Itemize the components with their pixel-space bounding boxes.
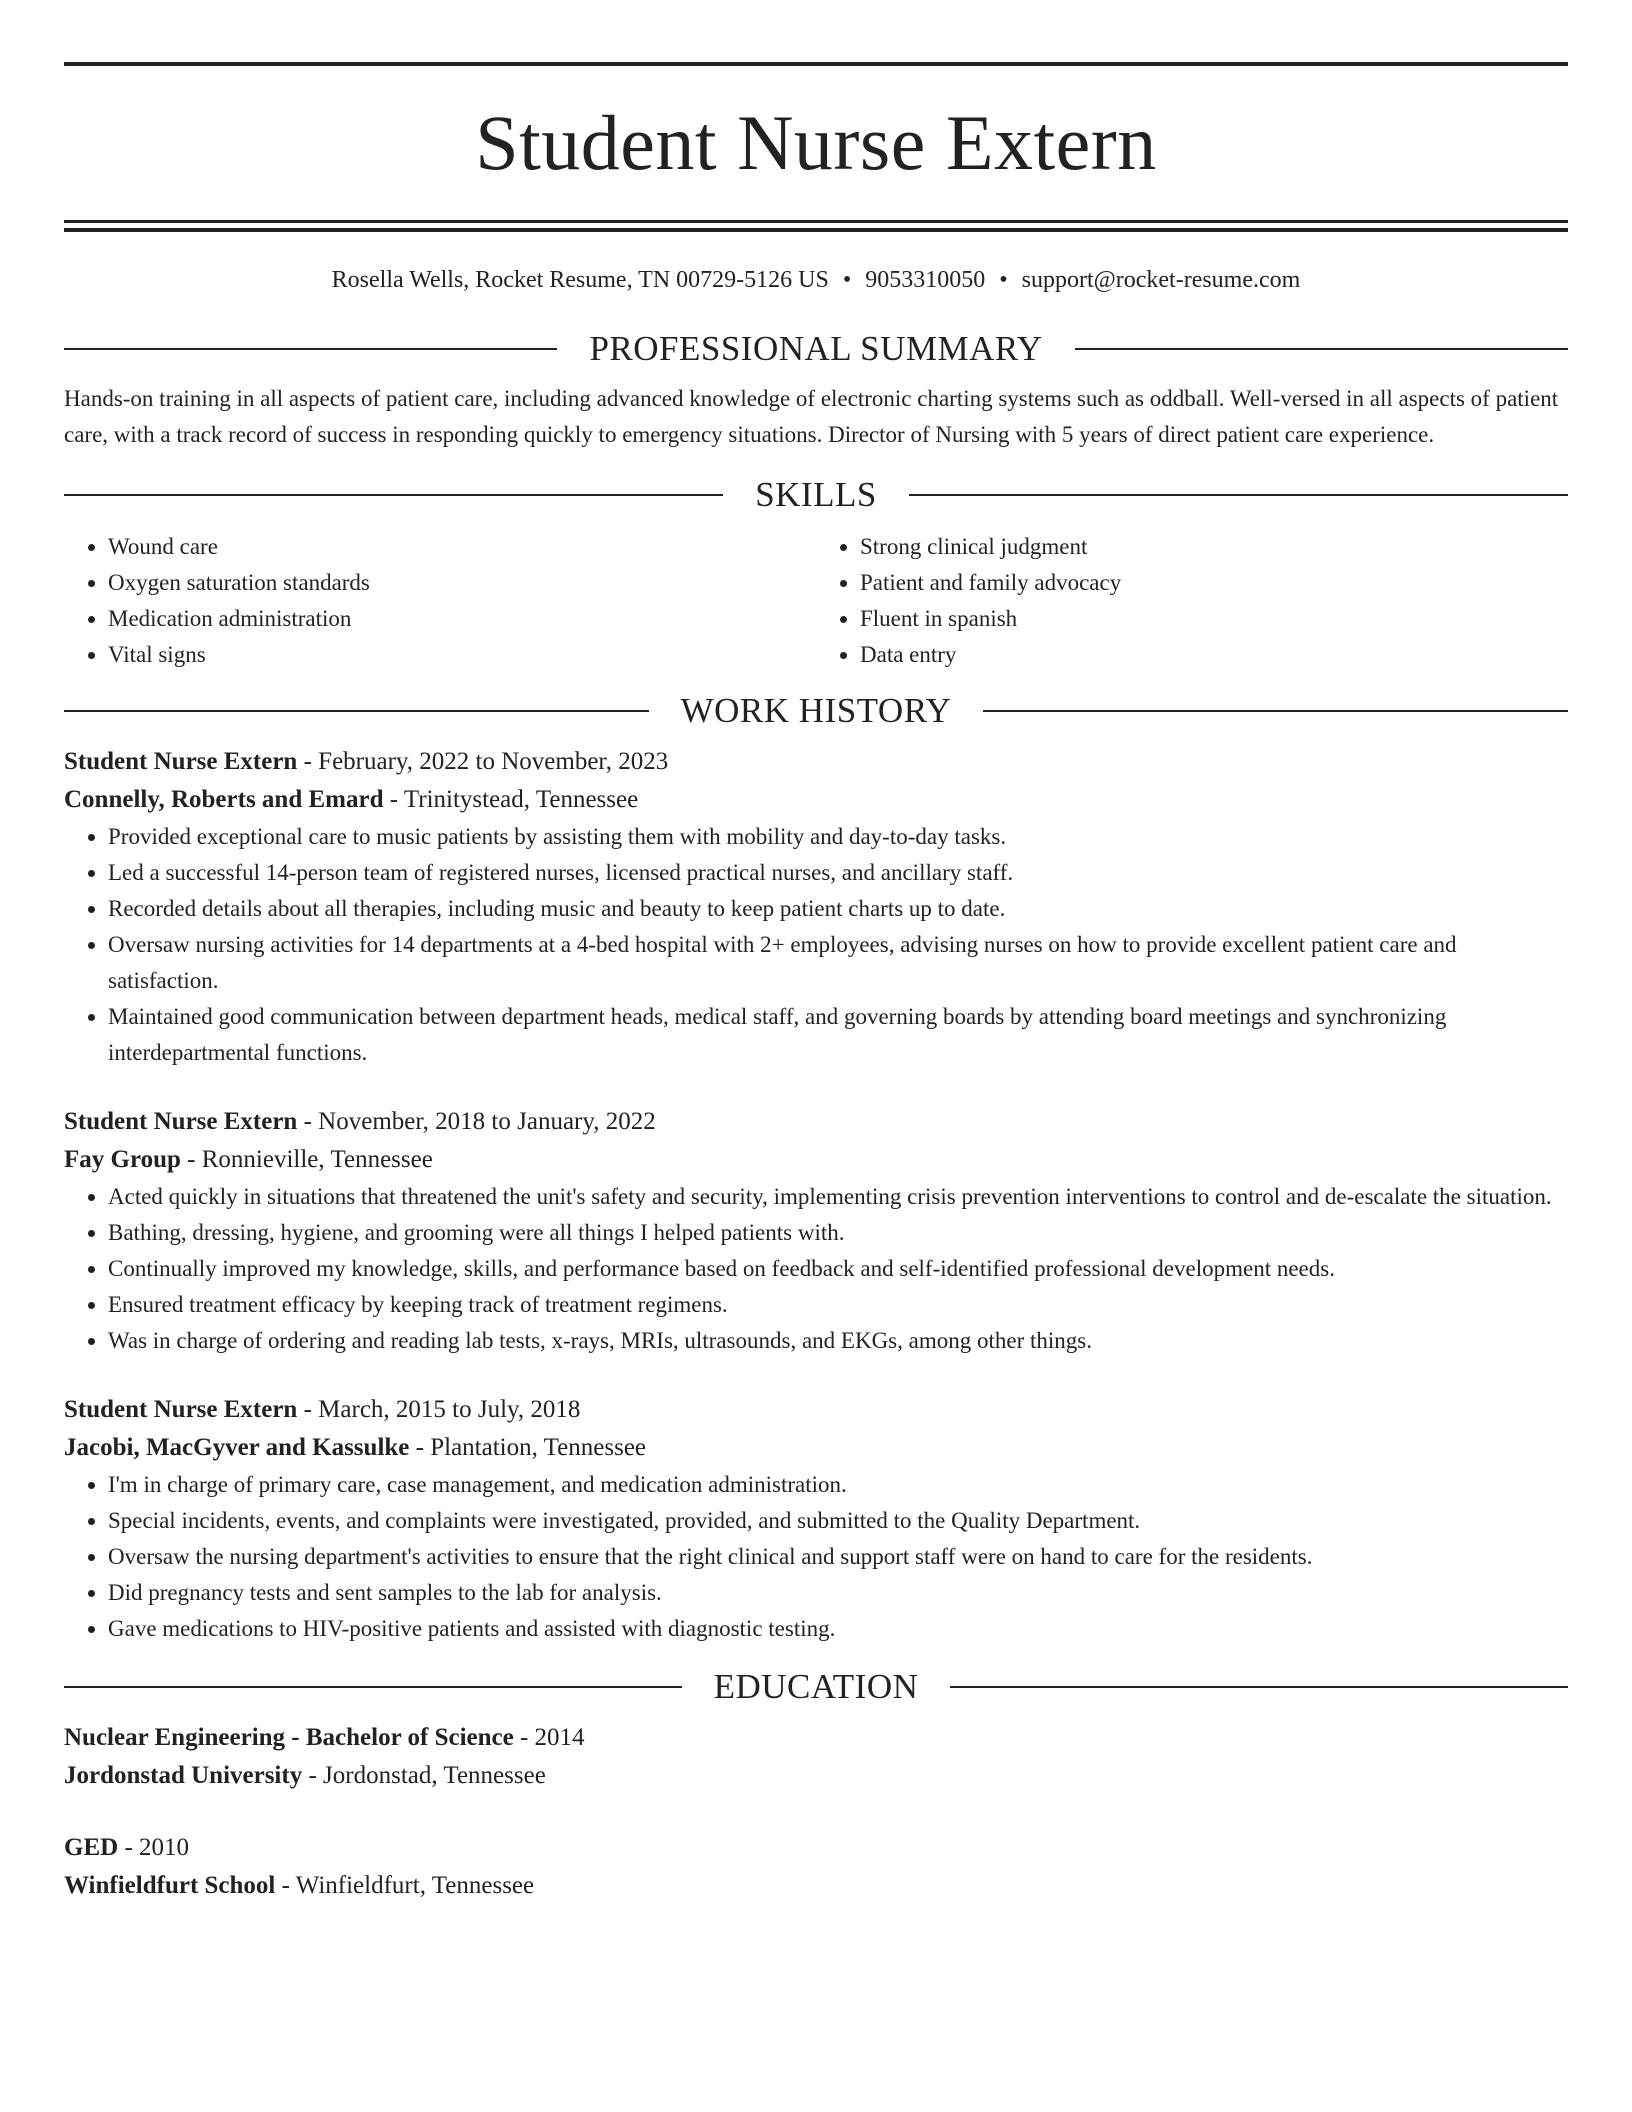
skill-item: • Patient and family advocacy [860, 565, 1568, 601]
education-school: Winfieldfurt School [64, 1872, 276, 1899]
job-company-line [64, 781, 1568, 819]
heading-rule [909, 494, 1568, 496]
job-title: Student Nurse Extern [64, 1108, 298, 1135]
contact-separator: • [999, 267, 1008, 293]
double-rule [64, 220, 1568, 232]
skill-item: • Vital signs [108, 637, 816, 673]
job-bullet: • Led a successful 14-person team of registered nurses, licensed practical nurses, and ancillary staff. [108, 855, 1568, 891]
job-dates: - March, 2015 to July, 2018 [297, 1396, 581, 1423]
work-heading [64, 691, 1568, 731]
education-title: EDUCATION [713, 1667, 919, 1706]
education-year: - 2014 [513, 1724, 585, 1751]
education-location: - Jordonstad, Tennessee [302, 1762, 546, 1789]
job-title: Student Nurse Extern [64, 748, 298, 775]
summary-text: Hands-on training in all aspects of patient care, including advanced knowledge of electronic charting systems such as oddball. Well-versed in all aspects of patient care, with a track record of success in responding quickly to emergency situations. Director of Nursing with 5 years of direct patient care experience. [64, 386, 1559, 447]
job-dates: - November, 2018 to January, 2022 [297, 1108, 656, 1135]
job-bullet: • Oversaw nursing activities for 14 departments at a 4-bed hospital with 2+ employees, advising nurses on how to provide excellent patient care and satisfaction. [108, 927, 1568, 999]
job-title-line [64, 1391, 1568, 1429]
job-bullet: • I'm in charge of primary care, case management, and medication administration. [108, 1467, 1568, 1503]
job-title-line [64, 743, 1568, 781]
heading-rule [950, 1686, 1568, 1688]
job-title-line [64, 1103, 1568, 1141]
job-bullet: • Ensured treatment efficacy by keeping track of treatment regimens. [108, 1287, 1568, 1323]
education-school: Jordonstad University [64, 1762, 303, 1789]
resume-name: Student Nurse Extern [475, 99, 1157, 186]
job-dates: - February, 2022 to November, 2023 [297, 748, 669, 775]
job-bullets [64, 819, 1568, 1071]
contact-email: support@rocket-resume.com [1021, 267, 1301, 293]
education-year: - 2010 [118, 1834, 190, 1861]
education-heading [64, 1667, 1568, 1707]
job-bullet: • Recorded details about all therapies, including music and beauty to keep patient charts up to date. [108, 891, 1568, 927]
job-bullet: • Continually improved my knowledge, skills, and performance based on feedback and self-identified professional development needs. [108, 1251, 1568, 1287]
education-degree: Nuclear Engineering - Bachelor of Science [64, 1724, 514, 1751]
job-bullet: • Acted quickly in situations that threatened the unit's safety and security, implementing crisis prevention interventions to control and de-escalate the situation. [108, 1179, 1568, 1215]
top-rule [64, 62, 1568, 66]
education-school-line [64, 1757, 1568, 1795]
contact-address: Rosella Wells, Rocket Resume, TN 00729-5126 US [331, 267, 829, 293]
job-company-line [64, 1429, 1568, 1467]
skill-item: • Wound care [108, 529, 816, 565]
education-entry [64, 1719, 1568, 1795]
heading-rule [64, 710, 649, 712]
heading-rule [64, 494, 723, 496]
education-degree-line [64, 1719, 1568, 1757]
job-bullets [64, 1467, 1568, 1647]
heading-rule [1075, 348, 1568, 350]
job-location: - Trinitystead, Tennessee [383, 786, 639, 813]
job-bullet: • Special incidents, events, and complaints were investigated, provided, and submitted to the Quality Department. [108, 1503, 1568, 1539]
skills-title: SKILLS [755, 475, 877, 514]
skill-item: • Data entry [860, 637, 1568, 673]
job-bullet: • Gave medications to HIV-positive patients and assisted with diagnostic testing. [108, 1611, 1568, 1647]
education-location: - Winfieldfurt, Tennessee [275, 1872, 535, 1899]
job-entry [64, 1103, 1568, 1359]
job-company: Fay Group [64, 1146, 181, 1173]
skill-item: • Fluent in spanish [860, 601, 1568, 637]
work-title: WORK HISTORY [680, 691, 952, 730]
skills-list [64, 529, 1568, 673]
job-bullet: • Maintained good communication between department heads, medical staff, and governing boards by attending board meetings and synchronizing interdepartmental functions. [108, 999, 1568, 1071]
contact-phone: 9053310050 [865, 267, 986, 293]
contact-line [64, 265, 1568, 295]
heading-rule [983, 710, 1568, 712]
heading-rule [64, 348, 557, 350]
job-location: - Plantation, Tennessee [409, 1434, 647, 1461]
job-location: - Ronnieville, Tennessee [180, 1146, 433, 1173]
job-bullet: • Did pregnancy tests and sent samples to the lab for analysis. [108, 1575, 1568, 1611]
summary-heading [64, 329, 1568, 369]
job-company-line [64, 1141, 1568, 1179]
job-bullets [64, 1179, 1568, 1359]
skills-heading [64, 475, 1568, 515]
skills-column-right [816, 529, 1568, 673]
skill-item: • Medication administration [108, 601, 816, 637]
job-company: Connelly, Roberts and Emard [64, 786, 384, 813]
job-entry [64, 743, 1568, 1071]
job-bullet: • Oversaw the nursing department's activities to ensure that the right clinical and support staff were on hand to care for the residents. [108, 1539, 1568, 1575]
job-bullet: • Bathing, dressing, hygiene, and grooming were all things I helped patients with. [108, 1215, 1568, 1251]
contact-separator: • [842, 267, 852, 293]
education-entry [64, 1829, 1568, 1905]
heading-rule [64, 1686, 682, 1688]
job-bullet: • Provided exceptional care to music patients by assisting them with mobility and day-to-day tasks. [108, 819, 1568, 855]
skill-item: • Oxygen saturation standards [108, 565, 816, 601]
job-bullet: • Was in charge of ordering and reading lab tests, x-rays, MRIs, ultrasounds, and EKGs, among other things. [108, 1323, 1568, 1359]
job-entry [64, 1391, 1568, 1647]
job-company: Jacobi, MacGyver and Kassulke [64, 1434, 410, 1461]
job-title: Student Nurse Extern [64, 1396, 298, 1423]
education-degree-line [64, 1829, 1568, 1867]
skills-column-left [64, 529, 816, 673]
skill-item: • Strong clinical judgment [860, 529, 1568, 565]
education-degree: GED [64, 1834, 119, 1861]
education-school-line [64, 1867, 1568, 1905]
summary-title: PROFESSIONAL SUMMARY [589, 329, 1043, 368]
